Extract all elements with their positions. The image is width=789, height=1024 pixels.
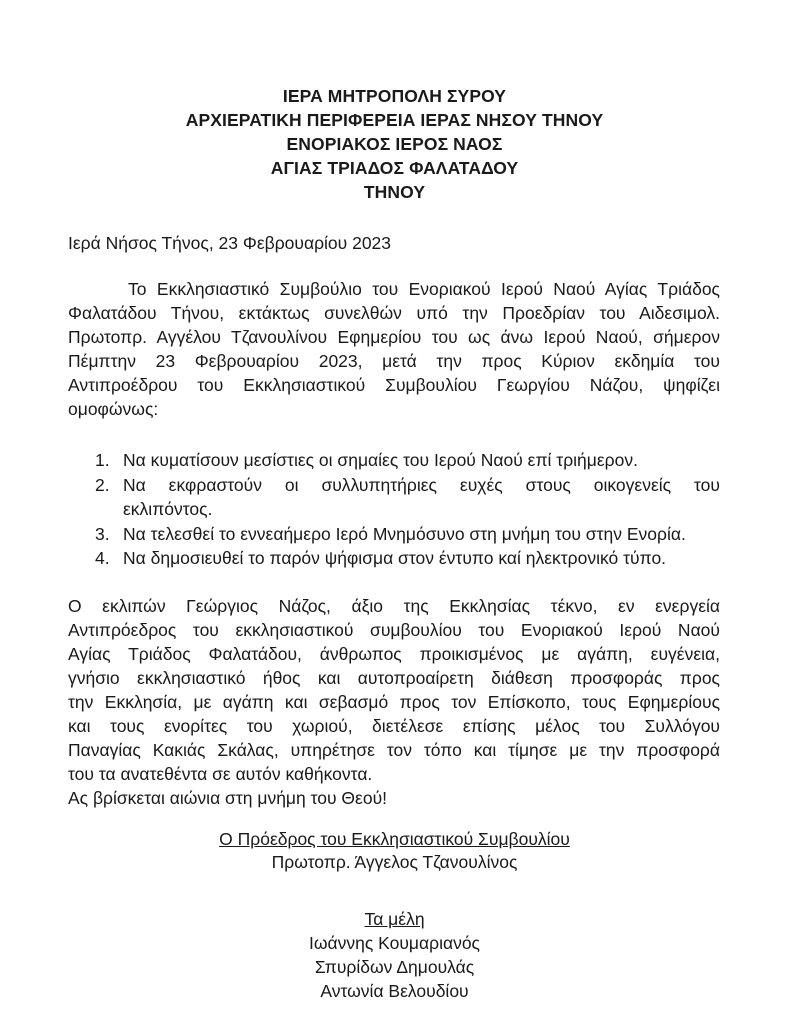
resolution-item [95, 546, 720, 571]
letterhead-line: ΑΓΙΑΣ ΤΡΙΑΔΟΣ ΦΑΛΑΤΑΔΟΥ [270, 158, 519, 178]
closing-line: Ας βρίσκεται αιώνια στη μνήμη του Θεού! [68, 788, 388, 808]
paragraph-line: Φαλατάδου Τήνου, εκτάκτως συνελθών υπό την Προεδρίαν του Αιδεσιμολ. [68, 303, 720, 323]
tribute-paragraph [68, 594, 720, 810]
paragraph-line: γνήσιο εκκλησιαστικό ήθος και αυτοπροαίρετη διάθεση προσφοράς προς [68, 668, 720, 688]
paragraph-line: Παναγίας Κακιάς Σκάλας, υπηρέτησε τον τόπο και τίμησε με την προσφορά [68, 740, 720, 760]
resolution-item [95, 522, 720, 547]
item-number: 1. [95, 450, 110, 470]
paragraph-line: Αντιπροέδρου του Εκκλησιαστικού Συμβουλίου Γεωργίου Νάζου, ψηφίζει [68, 375, 720, 395]
members-block [0, 907, 789, 1003]
paragraph-line: Το Εκκλησιαστικό Συμβούλιο του Ενοριακού Ιερού Ναού Αγίας Τριάδος [128, 279, 720, 299]
paragraph-line: Πέμπτην 23 Φεβρουαρίου 2023, μετά την προς Κύριον εκδημία του [68, 351, 720, 371]
paragraph-line: και τους ενορίτες του χωριού, διετέλεσε επίσης μέλος του Συλλόγου [68, 716, 720, 736]
item-number: 3. [95, 523, 110, 544]
member-name: Σπυρίδων Δημουλάς [314, 957, 475, 977]
resolutions-list [95, 448, 720, 571]
letterhead [0, 84, 789, 204]
letterhead-line: ΕΝΟΡΙΑΚΟΣ ΙΕΡΟΣ ΝΑΟΣ [286, 134, 503, 154]
intro-paragraph [68, 277, 720, 421]
paragraph-line: την Εκκλησία, με αγάπη και σεβασμό προς τον Επίσκοπο, τους Εφημερίους [68, 692, 720, 712]
signature-title: Ο Πρόεδρος του Εκκλησιαστικού Συμβουλίου [219, 829, 570, 849]
item-text: εκλιπόντος. [123, 499, 213, 519]
resolution-item [95, 473, 720, 522]
dateline: Ιερά Νήσος Τήνος, 23 Φεβρουαρίου 2023 [68, 233, 392, 253]
item-text: Να τελεσθεί το εννεαήμερο Ιερό Μνημόσυνο στη μνήμη του στην Ενορία. [123, 523, 686, 544]
item-number: 4. [95, 548, 110, 568]
signature-block [0, 828, 789, 874]
letterhead-line: ΑΡΧΙΕΡΑΤΙΚΗ ΠΕΡΙΦΕΡΕΙΑ ΙΕΡΑΣ ΝΗΣΟΥ ΤΗΝΟΥ [185, 110, 604, 130]
members-title: Τα μέλη [364, 909, 425, 929]
item-text: Να εκφραστούν οι συλλυπητήριες ευχές στους οικογενείς του [123, 474, 720, 495]
paragraph-line: του τα ανατεθέντα σε αυτόν καθήκοντα. [68, 764, 373, 784]
resolution-item [95, 448, 720, 473]
paragraph-line: ομοφώνως: [68, 399, 159, 419]
paragraph-line: Αγίας Τριάδος Φαλατάδου, άνθρωπος προικισμένος με αγάπη, ευγένεια, [68, 644, 720, 664]
letterhead-line: ΤΗΝΟΥ [363, 182, 426, 202]
member-name: Αντωνία Βελουδίου [320, 981, 469, 1001]
paragraph-line: Πρωτοπρ. Αγγέλου Τζανουλίνου Εφημερίου του ως άνω Ιερού Ναού, σήμερον [68, 327, 720, 347]
member-name: Ιωάννης Κουμαριανός [308, 933, 480, 953]
paragraph-line: Ο εκλιπών Γεώργιος Νάζος, άξιο της Εκκλησίας τέκνο, εν ενεργεία [68, 596, 720, 616]
item-text: Να κυματίσουν μεσίστιες οι σημαίες του Ιερού Ναού επί τριήμερον. [123, 450, 638, 470]
letterhead-line: ΙΕΡΑ ΜΗΤΡΟΠΟΛΗ ΣΥΡΟΥ [282, 86, 507, 106]
item-text: Να δημοσιευθεί το παρόν ψήφισμα στον έντυπο καί ηλεκτρονικό τύπο. [123, 548, 667, 568]
paragraph-line: Αντιπρόεδρος του εκκλησιαστικού συμβουλίου του Ενοριακού Ιερού Ναού [68, 620, 720, 640]
signature-name: Πρωτοπρ. Άγγελος Τζανουλίνος [271, 852, 518, 872]
item-number: 2. [95, 474, 110, 495]
